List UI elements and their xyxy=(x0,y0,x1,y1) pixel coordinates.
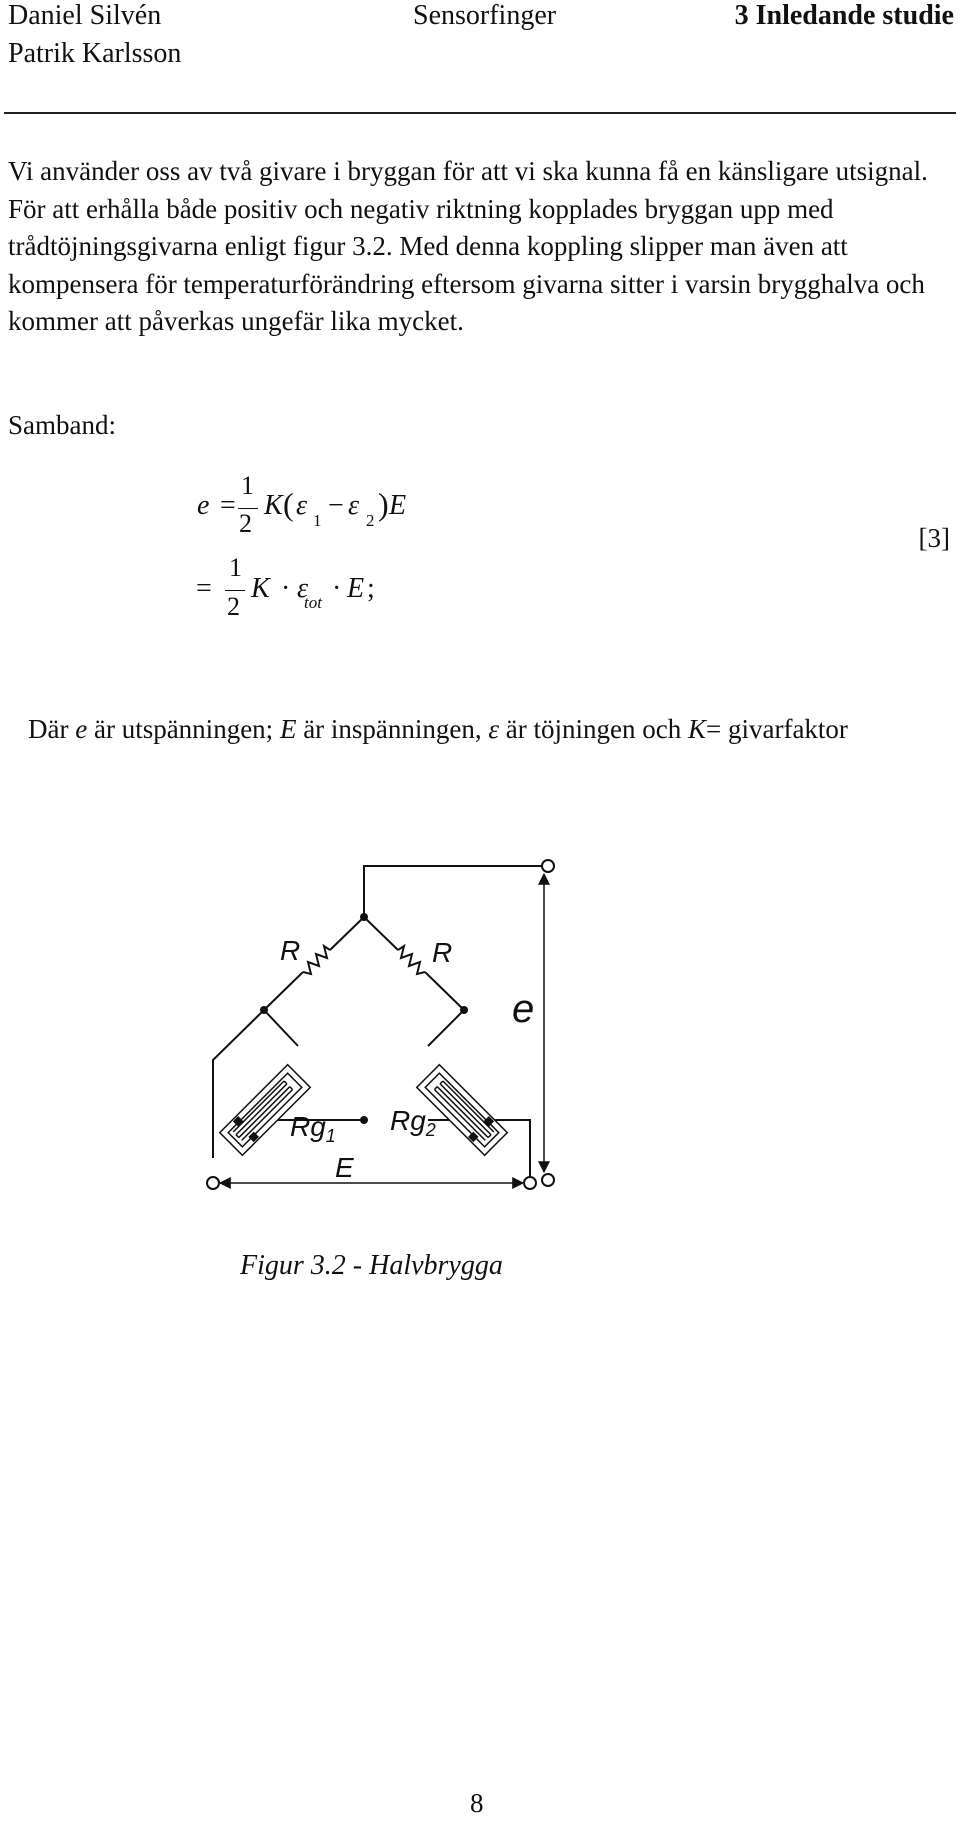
eq-semicolon: ; xyxy=(367,573,375,604)
label-Rg1 xyxy=(290,1111,336,1146)
def-text-4: är töjningen och xyxy=(499,714,688,744)
wire-apex-right xyxy=(364,917,398,950)
wire-right-lower xyxy=(428,1010,464,1046)
eq-rparen: ) xyxy=(378,486,389,522)
terminal-e-bottom xyxy=(542,1174,554,1186)
terminal-E-right xyxy=(524,1177,536,1189)
junction-bottom xyxy=(360,1116,368,1124)
header-author-2: Patrik Karlsson xyxy=(8,38,182,69)
eq-frac1-num: 1 xyxy=(241,471,254,500)
junction-right xyxy=(460,1006,468,1014)
resistor-R-left xyxy=(303,946,330,974)
junction-top xyxy=(360,913,368,921)
header-doc-title: Sensorfinger xyxy=(413,0,557,31)
eq-K-1: K xyxy=(264,490,283,521)
figure-caption: Figur 3.2 - Halvbrygga xyxy=(240,1250,503,1281)
eq-K-2: K xyxy=(251,573,270,604)
terminal-E-left xyxy=(207,1177,219,1189)
label-R-left: R xyxy=(280,935,301,966)
wire-apex-left xyxy=(330,917,364,950)
def-text-5: = givarfaktor xyxy=(706,714,848,744)
wire-left-lower xyxy=(264,1010,298,1046)
label-R-right: R xyxy=(432,937,453,968)
def-var-E: E xyxy=(279,714,297,744)
wire-right-arm xyxy=(425,972,464,1010)
eq-E-1: E xyxy=(389,490,407,521)
eq-sub-2: 2 xyxy=(366,511,375,530)
eq-equals-1: = xyxy=(220,490,236,521)
samband-label: Samband: xyxy=(8,410,116,440)
label-e: e xyxy=(512,987,535,1031)
eq-equals-2: = xyxy=(196,573,212,604)
label-Rg2-sub: 2 xyxy=(425,1120,436,1140)
eq-sub-tot: tot xyxy=(304,593,322,612)
terminal-e-top xyxy=(542,860,554,872)
def-text-3: är inspänningen, xyxy=(296,714,489,744)
label-E: E xyxy=(335,1152,354,1183)
eq-frac2-den: 2 xyxy=(227,592,240,621)
def-var-e: e xyxy=(75,714,88,744)
def-text-1: Där xyxy=(28,714,76,744)
eq-minus: − xyxy=(328,490,344,521)
resistor-R-right xyxy=(398,946,425,974)
header-section-title: 3 Inledande studie xyxy=(734,0,954,31)
header-author-1: Daniel Silvén xyxy=(8,0,162,31)
wire-top xyxy=(364,866,548,917)
eq-sub-1: 1 xyxy=(313,511,322,530)
eq-eps-1: ε xyxy=(296,490,308,521)
eq-lparen: ( xyxy=(283,486,294,522)
eq-frac2-num: 1 xyxy=(229,553,242,582)
junction-left xyxy=(260,1006,268,1014)
def-var-epsilon: ε xyxy=(488,714,500,744)
label-Rg1-main: Rg xyxy=(290,1111,326,1142)
eq-frac1-den: 2 xyxy=(239,509,252,538)
label-Rg2-main: Rg xyxy=(390,1105,426,1136)
strain-gauge-Rg2 xyxy=(417,1065,508,1156)
equation-reference: [3] xyxy=(918,523,950,553)
eq-dot-1: · xyxy=(281,573,291,604)
eq-dot-2: · xyxy=(332,573,342,604)
eq-E-2: E xyxy=(347,573,365,604)
eq-eps-2: ε xyxy=(348,490,360,521)
body-paragraph: Vi använder oss av två givare i bryggan för att vi ska kunna få en känsligare utsignal. För att erhålla både positiv och negativ riktning kopplades bryggan upp med trådtöjningsgivarna enligt figur 3.2. Med denna koppling slipper man även att kompensera för temperaturförändring eftersom givarna sitter i varsin brygghalva och kommer att påverkas ungefär lika mycket. xyxy=(8,156,928,336)
eq-lhs-e: e xyxy=(197,490,210,521)
eq-eps-tot: ε xyxy=(297,573,309,604)
wire-left-arm xyxy=(264,972,303,1010)
label-Rg2 xyxy=(390,1105,436,1140)
label-Rg1-sub: 1 xyxy=(325,1126,336,1146)
def-var-K: K xyxy=(687,714,706,744)
def-text-2: är utspänningen; xyxy=(87,714,280,744)
page-number: 8 xyxy=(470,1788,484,1818)
